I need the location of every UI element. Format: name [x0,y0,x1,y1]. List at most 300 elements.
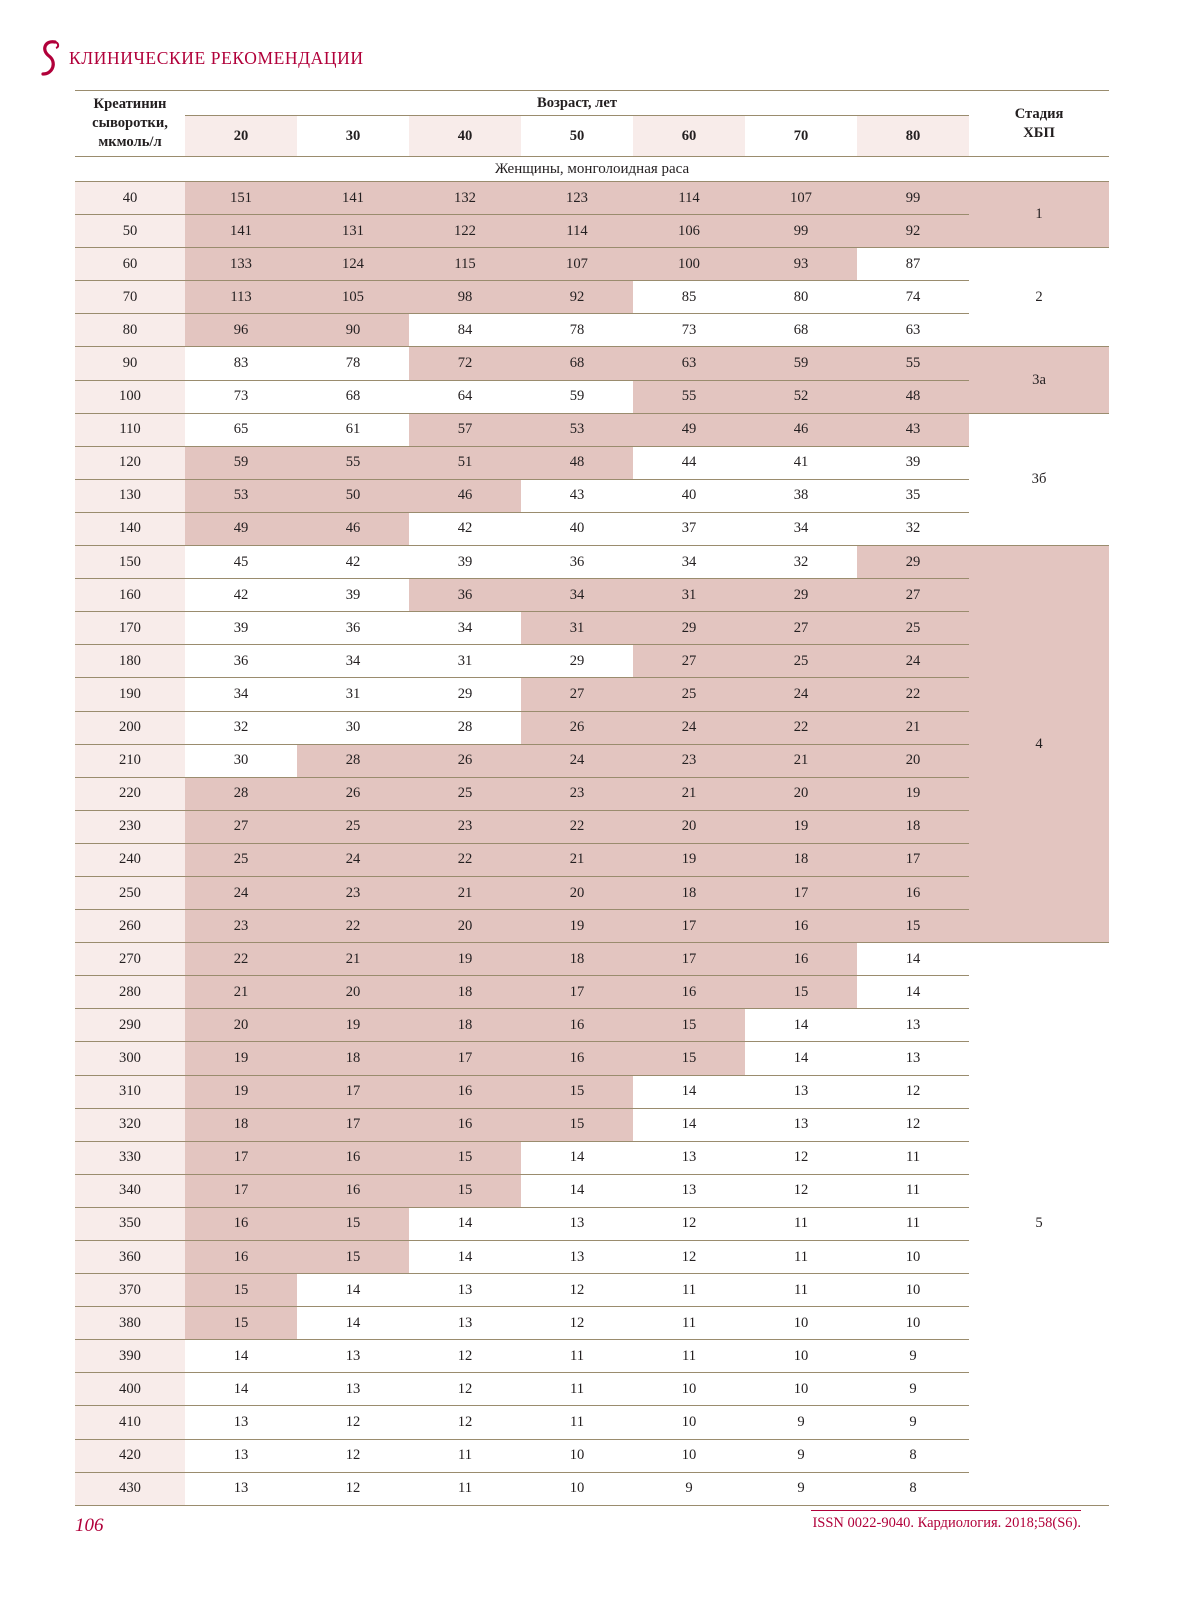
egfr-cell: 11 [857,1141,969,1174]
egfr-cell: 9 [857,1373,969,1406]
egfr-cell: 32 [185,711,297,744]
egfr-cell: 9 [745,1472,857,1505]
creatinine-value: 280 [75,976,185,1009]
creatinine-value: 270 [75,943,185,976]
egfr-cell: 92 [857,215,969,248]
egfr-cell: 8 [857,1439,969,1472]
creatinine-value: 60 [75,248,185,281]
egfr-cell: 29 [521,645,633,678]
egfr-cell: 20 [185,1009,297,1042]
egfr-cell: 28 [409,711,521,744]
egfr-cell: 14 [857,976,969,1009]
egfr-cell: 11 [521,1373,633,1406]
egfr-cell: 12 [521,1274,633,1307]
egfr-cell: 15 [297,1241,409,1274]
egfr-cell: 21 [745,744,857,777]
age-column-header: 50 [521,116,633,157]
egfr-cell: 21 [185,976,297,1009]
egfr-cell: 16 [409,1108,521,1141]
table-row [75,380,1109,413]
egfr-cell: 13 [409,1274,521,1307]
egfr-cell: 34 [185,678,297,711]
egfr-cell: 65 [185,413,297,446]
egfr-cell: 27 [185,810,297,843]
creatinine-value: 260 [75,910,185,943]
egfr-cell: 13 [409,1307,521,1340]
egfr-cell: 31 [297,678,409,711]
egfr-cell: 38 [745,479,857,512]
creatinine-value: 120 [75,446,185,479]
creatinine-header: Креатинин сыворотки, мкмоль/л [75,91,185,157]
egfr-cell: 24 [857,645,969,678]
egfr-cell: 24 [521,744,633,777]
egfr-cell: 41 [745,446,857,479]
egfr-cell: 28 [297,744,409,777]
egfr-cell: 13 [185,1439,297,1472]
table-row [75,1241,1109,1274]
egfr-cell: 12 [857,1108,969,1141]
egfr-cell: 34 [521,579,633,612]
egfr-cell: 19 [185,1042,297,1075]
table-row [75,843,1109,876]
egfr-cell: 80 [745,281,857,314]
egfr-cell: 34 [633,546,745,579]
footer-divider [811,1510,1081,1511]
egfr-cell: 12 [857,1075,969,1108]
egfr-cell: 11 [521,1406,633,1439]
egfr-cell: 50 [297,479,409,512]
creatinine-value: 330 [75,1141,185,1174]
egfr-cell: 9 [857,1406,969,1439]
creatinine-value: 90 [75,347,185,380]
egfr-cell: 27 [633,645,745,678]
egfr-cell: 16 [745,910,857,943]
egfr-cell: 61 [297,413,409,446]
ckd-stage-cell: 5 [969,943,1109,1506]
egfr-cell: 42 [297,546,409,579]
egfr-cell: 30 [185,744,297,777]
egfr-cell: 12 [297,1472,409,1505]
creatinine-value: 180 [75,645,185,678]
egfr-cell: 34 [297,645,409,678]
age-column-header: 70 [745,116,857,157]
table-row [75,314,1109,347]
egfr-cell: 22 [185,943,297,976]
egfr-cell: 11 [409,1439,521,1472]
table-row [75,910,1109,943]
egfr-cell: 19 [633,843,745,876]
table-row [75,1009,1109,1042]
egfr-cell: 18 [745,843,857,876]
egfr-cell: 113 [185,281,297,314]
egfr-cell: 12 [409,1340,521,1373]
egfr-cell: 24 [185,876,297,909]
egfr-cell: 16 [297,1174,409,1207]
egfr-cell: 39 [297,579,409,612]
egfr-cell: 96 [185,314,297,347]
egfr-cell: 49 [633,413,745,446]
egfr-cell: 22 [857,678,969,711]
egfr-cell: 74 [857,281,969,314]
creatinine-value: 110 [75,413,185,446]
creatinine-value: 420 [75,1439,185,1472]
egfr-cell: 26 [409,744,521,777]
egfr-cell: 20 [857,744,969,777]
egfr-cell: 43 [857,413,969,446]
age-column-header: 20 [185,116,297,157]
egfr-cell: 36 [297,612,409,645]
egfr-cell: 23 [633,744,745,777]
table-row [75,1174,1109,1207]
egfr-cell: 29 [745,579,857,612]
egfr-cell: 11 [857,1207,969,1240]
egfr-cell: 21 [633,777,745,810]
egfr-cell: 10 [745,1307,857,1340]
creatinine-value: 290 [75,1009,185,1042]
egfr-cell: 105 [297,281,409,314]
egfr-cell: 17 [521,976,633,1009]
egfr-cell: 13 [297,1340,409,1373]
egfr-cell: 25 [633,678,745,711]
egfr-cell: 15 [409,1141,521,1174]
page-number: 106 [75,1515,104,1536]
egfr-cell: 141 [297,182,409,215]
egfr-cell: 63 [633,347,745,380]
egfr-cell: 19 [185,1075,297,1108]
egfr-cell: 29 [857,546,969,579]
egfr-cell: 10 [633,1406,745,1439]
egfr-cell: 98 [409,281,521,314]
egfr-cell: 9 [857,1340,969,1373]
table-row [75,1075,1109,1108]
egfr-cell: 12 [521,1307,633,1340]
egfr-cell: 35 [857,479,969,512]
egfr-cell: 10 [521,1472,633,1505]
creatinine-value: 300 [75,1042,185,1075]
egfr-cell: 10 [745,1373,857,1406]
egfr-cell: 25 [185,843,297,876]
egfr-cell: 18 [857,810,969,843]
egfr-cell: 100 [633,248,745,281]
egfr-cell: 14 [633,1108,745,1141]
egfr-cell: 40 [633,479,745,512]
egfr-cell: 17 [409,1042,521,1075]
egfr-cell: 14 [857,943,969,976]
creatinine-value: 70 [75,281,185,314]
egfr-cell: 19 [745,810,857,843]
creatinine-value: 430 [75,1472,185,1505]
egfr-cell: 14 [185,1340,297,1373]
table-row [75,215,1109,248]
egfr-cell: 23 [185,910,297,943]
egfr-cell: 16 [297,1141,409,1174]
journal-reference: ISSN 0022-9040. Кардиология. 2018;58(S6). [812,1515,1081,1531]
egfr-cell: 21 [409,876,521,909]
egfr-cell: 15 [185,1307,297,1340]
egfr-cell: 15 [633,1009,745,1042]
egfr-cell: 9 [633,1472,745,1505]
egfr-cell: 36 [521,546,633,579]
egfr-cell: 59 [745,347,857,380]
egfr-cell: 124 [297,248,409,281]
egfr-cell: 43 [521,479,633,512]
egfr-cell: 21 [521,843,633,876]
table-row [75,645,1109,678]
egfr-cell: 123 [521,182,633,215]
egfr-cell: 34 [409,612,521,645]
egfr-cell: 16 [521,1042,633,1075]
creatinine-value: 380 [75,1307,185,1340]
egfr-cell: 11 [857,1174,969,1207]
egfr-cell: 11 [745,1241,857,1274]
table-row [75,1439,1109,1472]
egfr-cell: 59 [521,380,633,413]
egfr-cell: 20 [297,976,409,1009]
egfr-cell: 40 [521,512,633,545]
egfr-cell: 16 [521,1009,633,1042]
egfr-cell: 10 [521,1439,633,1472]
egfr-cell: 21 [297,943,409,976]
egfr-cell: 68 [745,314,857,347]
egfr-cell: 63 [857,314,969,347]
egfr-cell: 114 [521,215,633,248]
table-row [75,1207,1109,1240]
egfr-cell: 115 [409,248,521,281]
egfr-cell: 23 [409,810,521,843]
egfr-cell: 99 [745,215,857,248]
table-row [75,479,1109,512]
egfr-cell: 17 [633,943,745,976]
egfr-cell: 90 [297,314,409,347]
egfr-cell: 17 [297,1075,409,1108]
egfr-cell: 83 [185,347,297,380]
egfr-cell: 16 [745,943,857,976]
egfr-cell: 11 [745,1274,857,1307]
egfr-cell: 11 [633,1340,745,1373]
egfr-cell: 42 [185,579,297,612]
egfr-cell: 16 [633,976,745,1009]
egfr-cell: 14 [297,1307,409,1340]
group-label: Женщины, монголоидная раса [75,157,1109,182]
egfr-cell: 27 [745,612,857,645]
creatinine-value: 240 [75,843,185,876]
egfr-cell: 20 [521,876,633,909]
egfr-cell: 42 [409,512,521,545]
ckd-stage-cell: 3б [969,413,1109,545]
age-column-header: 40 [409,116,521,157]
egfr-cell: 14 [633,1075,745,1108]
creatinine-value: 100 [75,380,185,413]
egfr-cell: 13 [633,1141,745,1174]
journal-logo-icon [37,38,63,78]
table-row [75,1307,1109,1340]
creatinine-value: 170 [75,612,185,645]
stage-header: Стадия ХБП [969,91,1109,157]
egfr-cell: 39 [185,612,297,645]
table-row [75,248,1109,281]
table-row [75,612,1109,645]
egfr-cell: 18 [297,1042,409,1075]
egfr-cell: 16 [185,1241,297,1274]
egfr-cell: 25 [745,645,857,678]
egfr-cell: 53 [185,479,297,512]
egfr-cell: 11 [521,1340,633,1373]
ckd-stage-cell: 4 [969,546,1109,943]
creatinine-value: 200 [75,711,185,744]
egfr-cell: 73 [633,314,745,347]
egfr-cell: 12 [745,1141,857,1174]
page-header [37,38,364,78]
creatinine-value: 400 [75,1373,185,1406]
egfr-cell: 85 [633,281,745,314]
table-row [75,777,1109,810]
creatinine-value: 130 [75,479,185,512]
egfr-cell: 25 [409,777,521,810]
egfr-cell: 10 [857,1274,969,1307]
age-header: Возраст, лет [185,91,969,116]
egfr-cell: 39 [857,446,969,479]
creatinine-value: 230 [75,810,185,843]
egfr-cell: 13 [857,1009,969,1042]
egfr-cell: 59 [185,446,297,479]
egfr-cell: 73 [185,380,297,413]
egfr-cell: 32 [745,546,857,579]
egfr-cell: 30 [297,711,409,744]
egfr-cell: 15 [521,1075,633,1108]
table-row [75,579,1109,612]
table-row [75,1472,1109,1505]
table-row [75,976,1109,1009]
egfr-cell: 9 [745,1439,857,1472]
creatinine-value: 320 [75,1108,185,1141]
creatinine-value: 140 [75,512,185,545]
egfr-cell: 24 [297,843,409,876]
egfr-cell: 15 [297,1207,409,1240]
egfr-cell: 16 [409,1075,521,1108]
egfr-table [75,90,1109,1506]
egfr-cell: 49 [185,512,297,545]
table-row [75,744,1109,777]
egfr-cell: 31 [521,612,633,645]
creatinine-value: 390 [75,1340,185,1373]
egfr-cell: 20 [409,910,521,943]
egfr-cell: 55 [297,446,409,479]
table-row [75,1042,1109,1075]
egfr-cell: 13 [745,1075,857,1108]
egfr-cell: 32 [857,512,969,545]
egfr-cell: 25 [297,810,409,843]
creatinine-value: 190 [75,678,185,711]
egfr-cell: 55 [857,347,969,380]
egfr-cell: 12 [409,1406,521,1439]
creatinine-value: 220 [75,777,185,810]
egfr-cell: 26 [297,777,409,810]
egfr-cell: 10 [633,1439,745,1472]
egfr-cell: 48 [521,446,633,479]
egfr-cell: 114 [633,182,745,215]
egfr-cell: 12 [409,1373,521,1406]
egfr-cell: 55 [633,380,745,413]
egfr-cell: 106 [633,215,745,248]
egfr-cell: 51 [409,446,521,479]
creatinine-value: 150 [75,546,185,579]
egfr-cell: 36 [409,579,521,612]
egfr-cell: 16 [857,876,969,909]
egfr-cell: 18 [409,976,521,1009]
egfr-cell: 11 [633,1274,745,1307]
egfr-cell: 10 [745,1340,857,1373]
table-row [75,943,1109,976]
egfr-cell: 13 [297,1373,409,1406]
section-title: КЛИНИЧЕСКИЕ РЕКОМЕНДАЦИИ [69,47,364,68]
egfr-cell: 29 [409,678,521,711]
egfr-cell: 12 [633,1241,745,1274]
creatinine-value: 160 [75,579,185,612]
creatinine-value: 360 [75,1241,185,1274]
egfr-cell: 46 [297,512,409,545]
table-row [75,1108,1109,1141]
creatinine-value: 80 [75,314,185,347]
egfr-cell: 13 [521,1241,633,1274]
egfr-cell: 15 [857,910,969,943]
egfr-cell: 12 [633,1207,745,1240]
egfr-cell: 78 [521,314,633,347]
egfr-cell: 19 [857,777,969,810]
egfr-cell: 27 [521,678,633,711]
egfr-cell: 48 [857,380,969,413]
egfr-cell: 39 [409,546,521,579]
egfr-cell: 37 [633,512,745,545]
egfr-cell: 13 [185,1406,297,1439]
egfr-cell: 29 [633,612,745,645]
egfr-cell: 25 [857,612,969,645]
egfr-cell: 18 [633,876,745,909]
egfr-cell: 27 [857,579,969,612]
egfr-cell: 14 [521,1141,633,1174]
egfr-cell: 17 [745,876,857,909]
egfr-cell: 13 [633,1174,745,1207]
table-row [75,446,1109,479]
egfr-cell: 19 [409,943,521,976]
egfr-cell: 22 [297,910,409,943]
egfr-cell: 131 [297,215,409,248]
egfr-cell: 15 [185,1274,297,1307]
egfr-cell: 13 [185,1472,297,1505]
table-row [75,1274,1109,1307]
egfr-cell: 8 [857,1472,969,1505]
egfr-cell: 14 [185,1373,297,1406]
creatinine-value: 340 [75,1174,185,1207]
egfr-cell: 133 [185,248,297,281]
egfr-cell: 10 [857,1241,969,1274]
egfr-cell: 24 [633,711,745,744]
egfr-cell: 92 [521,281,633,314]
egfr-cell: 26 [521,711,633,744]
table-row [75,413,1109,446]
egfr-cell: 10 [633,1373,745,1406]
ckd-stage-cell: 2 [969,248,1109,347]
creatinine-value: 310 [75,1075,185,1108]
egfr-cell: 20 [745,777,857,810]
table-row [75,711,1109,744]
egfr-cell: 15 [409,1174,521,1207]
egfr-cell: 141 [185,215,297,248]
egfr-cell: 22 [521,810,633,843]
egfr-cell: 15 [521,1108,633,1141]
egfr-cell: 68 [297,380,409,413]
egfr-cell: 45 [185,546,297,579]
egfr-cell: 34 [745,512,857,545]
